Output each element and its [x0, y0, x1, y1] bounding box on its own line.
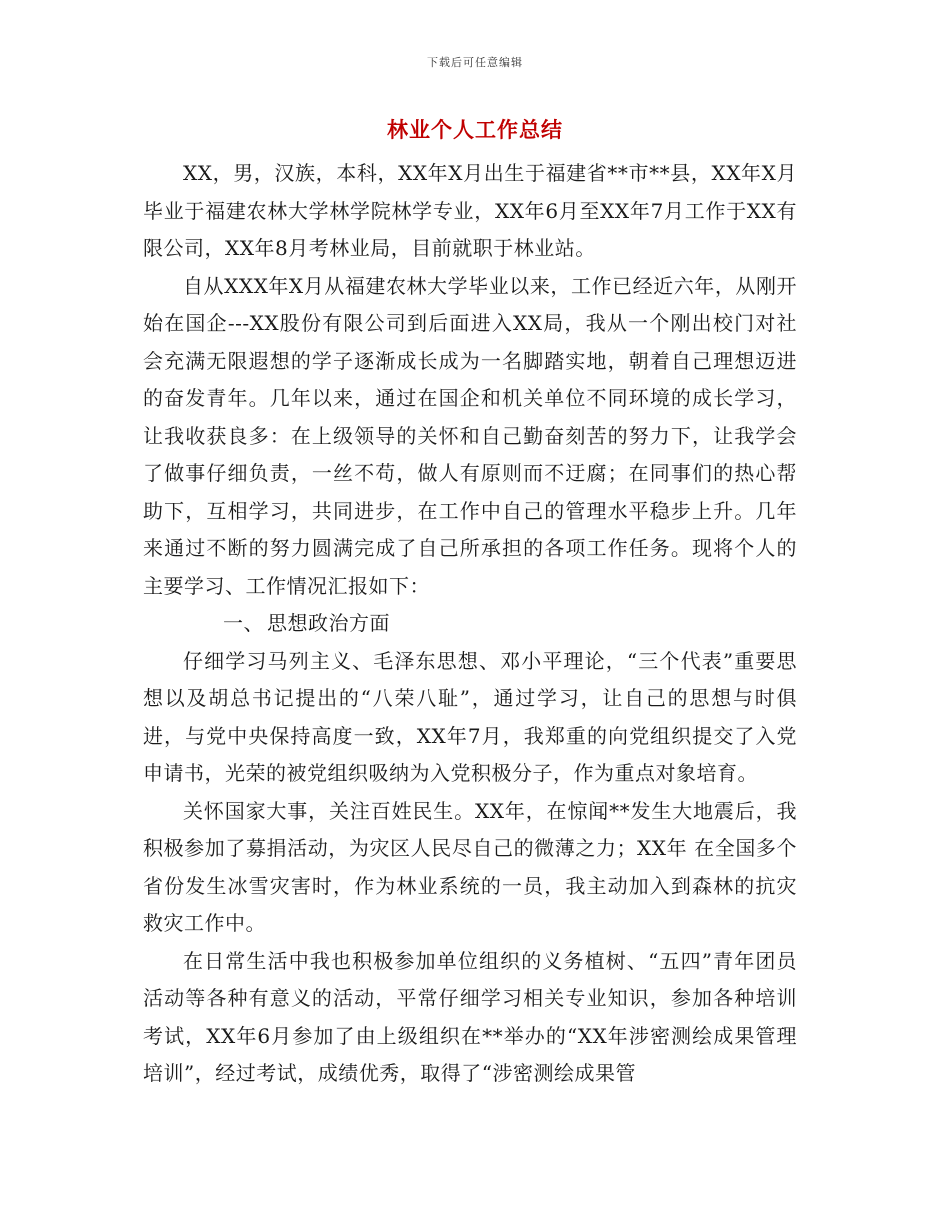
paragraph-study: 仔细学习马列主义、毛泽东思想、邓小平理论，“三个代表”重要思想以及胡总书记提出的“八荣八耻”，通过学习，让自己的思想与时俱进，与党中央保持高度一致，XX年7月，我郑重的向党组织提交了入党申请书，光荣的被党组织吸纳为入党积极分子，作为重点对象培育。 [143, 648, 797, 785]
document-body [143, 155, 797, 1093]
section-heading-political [143, 605, 797, 643]
paragraph-daily-activities: 在日常生活中我也积极参加单位组织的义务植树、“五四”青年团员活动等各种有意义的活动，平常仔细学习相关专业知识，参加各种培训考试，XX年6月参加了由上级组织在**举办的“XX年涉密测绘成果管理培训”，经过考试，成绩优秀，取得了“涉密测绘成果管 [143, 948, 797, 1085]
paragraph-overview: 自从XXX年X月从福建农林大学毕业以来，工作已经近六年，从刚开始在国企---XX股份有限公司到后面进入XX局，我从一个刚出校门对社会充满无限遐想的学子逐渐成长成为一名脚踏实地，朝着自己理想迈进的奋发青年。几年以来，通过在国企和机关单位不同环境的成长学习，让我收获良多：在上级领导的关怀和自己勤奋刻苦的努力下，让我学会了做事仔细负责，一丝不苟，做人有原则而不迂腐；在同事们的热心帮助下，互相学习，共同进步，在工作中自己的管理水平稳步上升。几年来通过不断的努力圆满完成了自己所承担的各项工作任务。现将个人的主要学习、工作情况汇报如下： [143, 273, 797, 598]
section-number: 一、 [223, 611, 264, 635]
header-note: 下载后可任意编辑 [427, 56, 523, 69]
document-title: 林业个人工作总结 [387, 117, 563, 142]
section-title: 思想政治方面 [267, 611, 390, 635]
paragraph-national-affairs: 关怀国家大事，关注百姓民生。XX年，在惊闻**发生大地震后，我积极参加了募捐活动，为灾区人民尽自己的微薄之力；XX年 在全国多个省份发生冰雪灾害时，作为林业系统的一员，我主动加入到森林的抗灾救灾工作中。 [143, 798, 797, 935]
paragraph-personal-info: XX，男，汉族，本科，XX年X月出生于福建省**市**县，XX年X月毕业于福建农林大学林学院林学专业，XX年6月至XX年7月工作于XX有限公司，XX年8月考林业局，目前就职于林业站。 [143, 161, 797, 260]
